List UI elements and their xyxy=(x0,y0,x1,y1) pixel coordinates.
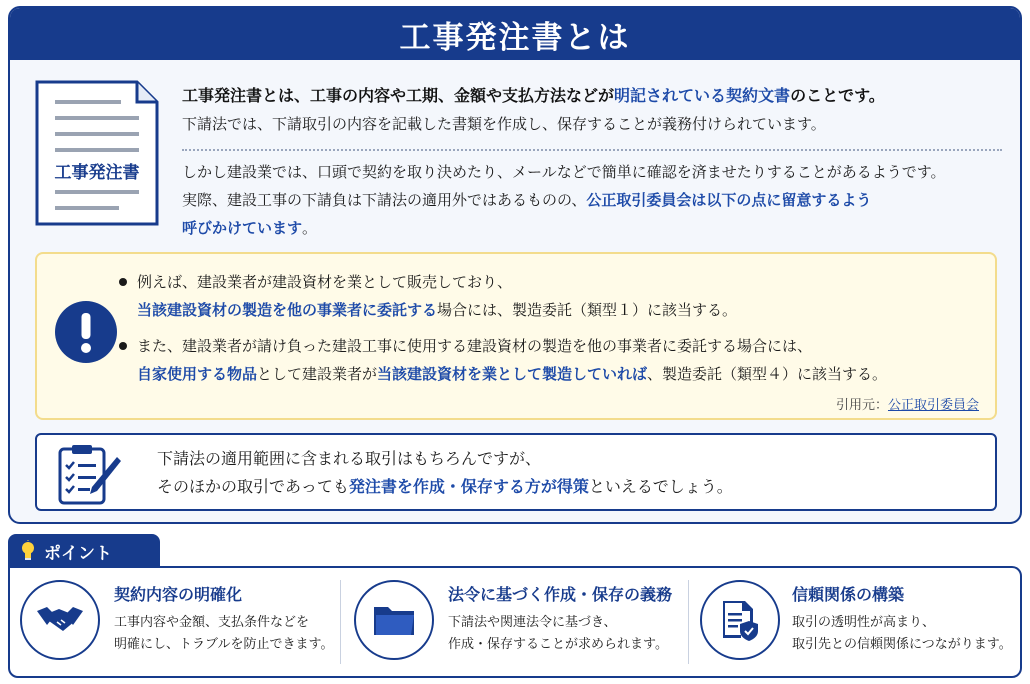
notice-box xyxy=(35,252,997,420)
checklist-line-1: 下請法の適用範囲に含まれる取引はもちろんですが、 xyxy=(157,449,542,468)
point-separator xyxy=(340,580,341,664)
intro-line-1 xyxy=(182,82,1002,110)
checklist-highlight: 発注書を作成・保存する方が得策 xyxy=(348,477,589,496)
bullet-2-line-1: また、建設業者が請け負った建設工事に使用する建設資材の製造を他の事業者に委託する場合には、 xyxy=(137,337,813,355)
intro-text xyxy=(182,82,1002,138)
handshake-icon xyxy=(35,603,85,637)
bullet-2-plain-2: 、製造委託（類型４）に該当する。 xyxy=(647,365,888,383)
point-card xyxy=(8,566,1022,678)
checklist-box xyxy=(35,433,997,511)
point-2-title: 法令に基づく作成・保存の義務 xyxy=(448,585,673,604)
point-3-desc xyxy=(792,612,1012,656)
bullet-1-plain: 場合には、製造委託（類型１）に該当する。 xyxy=(437,301,738,319)
point-2-desc-line-1: 下請法や関連法令に基づき、 xyxy=(448,615,617,630)
intro-line-5-highlight: 呼びかけています xyxy=(182,219,303,237)
intro-line-1-segment: 工事の内容や工期、金額や支払方法などが xyxy=(310,86,615,105)
intro-line-1-segment: とは、 xyxy=(262,86,311,105)
checklist-line-2 xyxy=(157,473,733,501)
intro-line-2: 下請法では、下請取引の内容を記載した書類を作成し、保存することが義務付けられています。 xyxy=(182,115,826,133)
bullet-dot xyxy=(119,278,127,286)
bullet-1-line-1: 例えば、建設業者が建設資材を業として販売しており、 xyxy=(137,273,513,291)
document-shield-icon xyxy=(720,599,760,641)
bullet-2-highlight-1: 自家使用する物品 xyxy=(137,365,258,383)
point-1-desc-line-1: 工事内容や金額、支払条件などを xyxy=(114,615,310,630)
point-separator xyxy=(688,580,689,664)
document-icon-label: 工事発注書 xyxy=(54,163,140,183)
bullet-2-line-2 xyxy=(137,360,887,388)
intro-line-1-segment: のことです。 xyxy=(790,86,885,105)
point-1-desc-line-2: 明確にし、トラブルを防止できます。 xyxy=(114,637,334,652)
source-link[interactable]: 公正取引委員会 xyxy=(887,398,979,413)
source-citation xyxy=(836,394,979,413)
checklist-plain-1: そのほかの取引であっても xyxy=(157,477,349,496)
point-tab xyxy=(8,534,160,568)
point-1-title: 契約内容の明確化 xyxy=(114,585,243,604)
bullet-2-highlight-2: 当該建設資材を業として製造していれば xyxy=(377,365,648,383)
point-item-1 xyxy=(10,568,340,676)
clipboard-checklist-icon xyxy=(57,443,123,505)
bullet-2-plain-1: として建設業者が xyxy=(257,365,378,383)
exclamation-icon xyxy=(54,300,118,364)
notice-bullet-2 xyxy=(137,332,887,388)
bullet-1-highlight: 当該建設資材の製造を他の事業者に委託する xyxy=(137,301,438,319)
dotted-divider xyxy=(182,149,1002,151)
point-2-desc-line-2: 作成・保存することが求められます。 xyxy=(448,637,668,652)
checklist-plain-2: といえるでしょう。 xyxy=(588,477,733,496)
lightbulb-icon xyxy=(18,540,38,562)
main-card xyxy=(8,6,1022,524)
intro-line-4-highlight: 公正取引委員会は以下の点に留意するよう xyxy=(586,191,872,209)
point-1-icon-circle xyxy=(20,580,100,660)
intro-line-5-plain: 。 xyxy=(302,219,318,237)
bullet-1-line-2 xyxy=(137,296,737,324)
intro-line-3: しかし建設業では、口頭で契約を取り決めたり、メールなどで簡単に確認を済ませたりすることがあるようです。 xyxy=(182,163,946,181)
point-item-3 xyxy=(692,568,1020,676)
intro-line-4-plain: 実際、建設工事の下請負は下請法の適用外ではあるものの、 xyxy=(182,191,587,209)
source-prefix: 引用元： xyxy=(835,398,888,413)
point-3-icon-circle xyxy=(700,580,780,660)
point-2-icon-circle xyxy=(354,580,434,660)
document-icon xyxy=(33,78,161,228)
intro-line-1-segment: 明記されている契約文書 xyxy=(614,86,791,105)
point-item-2 xyxy=(344,568,688,676)
point-tab-label: ポイント xyxy=(44,543,112,564)
intro-line-4 xyxy=(182,186,1002,214)
point-3-desc-line-1: 取引の透明性が高まり、 xyxy=(792,615,936,630)
point-3-desc-line-2: 取引先との信頼関係につながります。 xyxy=(792,637,1012,652)
page-title: 工事発注書とは xyxy=(10,8,1020,60)
checklist-text xyxy=(157,445,733,501)
notice-bullet-1 xyxy=(137,268,737,324)
point-2-desc xyxy=(448,612,668,656)
point-3-title: 信頼関係の構築 xyxy=(792,585,905,604)
intro-line-1-segment: 工事発注書 xyxy=(182,86,263,105)
point-1-desc xyxy=(114,612,333,656)
intro-text-2 xyxy=(182,158,1002,242)
intro-line-5 xyxy=(182,214,1002,242)
bullet-dot xyxy=(119,342,127,350)
folder-icon xyxy=(373,603,415,637)
